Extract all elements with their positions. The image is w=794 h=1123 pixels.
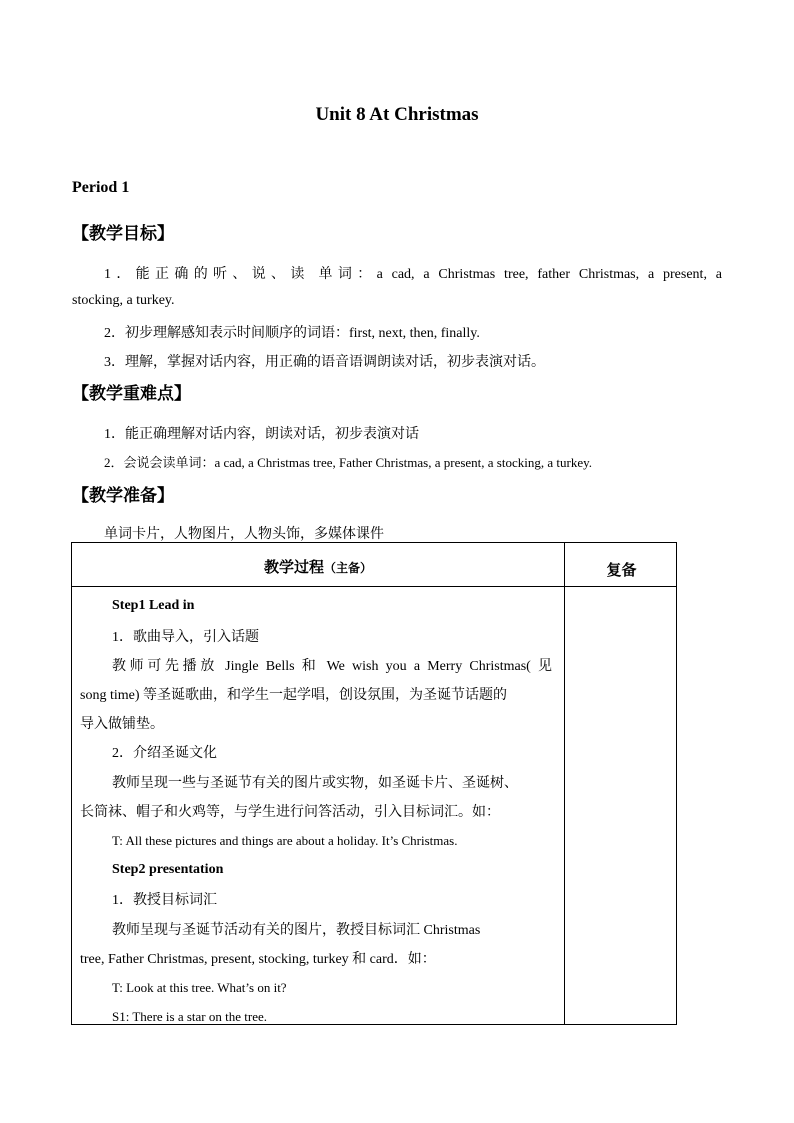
section-heading-key-points: 【教学重难点】 bbox=[72, 384, 191, 404]
objective-line: 3．理解，掌握对话内容，用正确的语音语调朗读对话，初步表演对话。 bbox=[104, 355, 545, 370]
header-divider bbox=[72, 586, 676, 587]
table-line: Step1 Lead in bbox=[112, 598, 195, 613]
period-label: Period 1 bbox=[72, 179, 130, 196]
table-header-main: 教学过程（主备） bbox=[263, 560, 373, 576]
table-line: 长筒袜、帽子和火鸡等，与学生进行问答活动，引入目标词汇。如： bbox=[80, 805, 500, 820]
table-line: 导入做铺垫。 bbox=[80, 717, 164, 732]
column-divider bbox=[564, 543, 565, 1024]
table-line: 教师可先播放 Jingle Bells 和 We wish you a Merry Christmas( 见 bbox=[112, 659, 552, 674]
teaching-process-table bbox=[71, 542, 677, 1025]
table-header-side: 复备 bbox=[606, 563, 637, 579]
key-point-line: 2．会说会读单词：a cad, a Christmas tree, Father Christmas, a present, a stocking, a turkey. bbox=[104, 455, 592, 470]
section-heading-preparation: 【教学准备】 bbox=[72, 486, 174, 506]
objective-line: 1．能正确的听、说、读 单词：a cad, a Christmas tree, father Christmas, a present, a bbox=[104, 267, 722, 282]
table-line: T: All these pictures and things are about a holiday. It’s Christmas. bbox=[112, 833, 458, 848]
objective-line: 2．初步理解感知表示时间顺序的词语：first, next, then, finally. bbox=[104, 326, 480, 341]
table-line: Step2 presentation bbox=[112, 862, 224, 877]
table-line: T: Look at this tree. What’s on it? bbox=[112, 980, 287, 995]
table-line: 1．歌曲导入，引入话题 bbox=[112, 630, 259, 645]
preparation-text: 单词卡片，人物图片，人物头饰，多媒体课件 bbox=[104, 527, 384, 542]
table-line: 1．教授目标词汇 bbox=[112, 893, 217, 908]
table-line: 2．介绍圣诞文化 bbox=[112, 746, 217, 761]
table-line: tree, Father Christmas, present, stocking, turkey 和 card．如： bbox=[80, 952, 436, 967]
page-title: Unit 8 At Christmas bbox=[315, 104, 479, 125]
table-line: 教师呈现与圣诞节活动有关的图片，教授目标词汇 Christmas bbox=[112, 923, 481, 938]
table-line: 教师呈现一些与圣诞节有关的图片或实物，如圣诞卡片、圣诞树、 bbox=[112, 776, 518, 791]
table-line: S1: There is a star on the tree. bbox=[112, 1009, 267, 1024]
section-heading-objectives: 【教学目标】 bbox=[72, 224, 174, 244]
table-line: song time) 等圣诞歌曲，和学生一起学唱，创设氛围，为圣诞节话题的 bbox=[80, 688, 507, 703]
key-point-line: 1．能正确理解对话内容，朗读对话，初步表演对话 bbox=[104, 427, 419, 442]
objective-line: stocking, a turkey. bbox=[72, 293, 175, 308]
